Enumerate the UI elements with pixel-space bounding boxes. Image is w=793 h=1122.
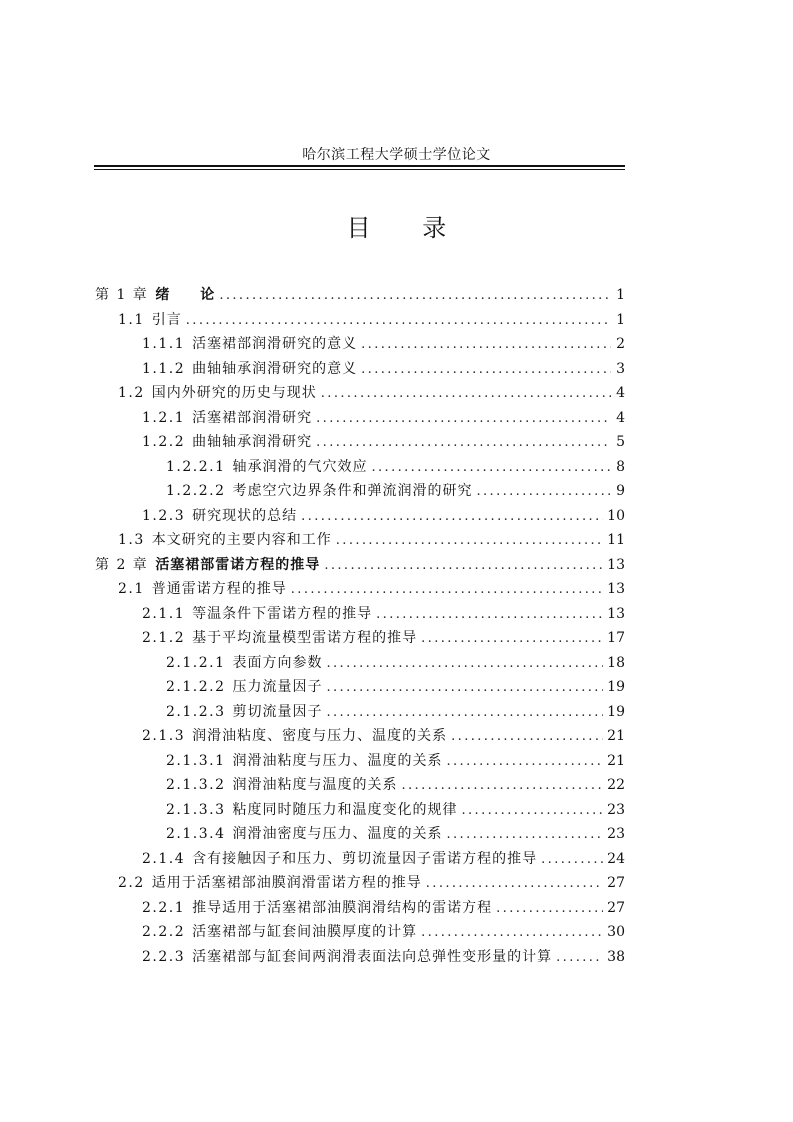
entry-title: 表面方向参数 bbox=[232, 654, 323, 671]
entry-title: 普通雷诺方程的推导 bbox=[151, 581, 287, 597]
entry-number: 第 2 章 bbox=[95, 556, 149, 573]
dot-leader bbox=[376, 603, 603, 627]
entry-title: 剪切流量因子 bbox=[232, 703, 323, 720]
toc-entry[interactable] bbox=[166, 700, 625, 724]
entry-title: 润滑油粘度与温度的关系 bbox=[232, 777, 398, 793]
entry-number: 1.1.1 bbox=[142, 336, 186, 352]
dot-leader bbox=[446, 750, 603, 774]
entry-title: 轴承润滑的气穴效应 bbox=[232, 458, 368, 475]
page-number: 38 bbox=[607, 948, 625, 965]
entry-title: 研究现状的总结 bbox=[192, 507, 298, 524]
dot-leader bbox=[326, 652, 603, 676]
page-number: 10 bbox=[607, 507, 625, 524]
entry-number: 2.2.1 bbox=[142, 899, 186, 916]
page-number: 30 bbox=[607, 924, 625, 940]
toc-entry[interactable] bbox=[166, 675, 625, 699]
dot-leader bbox=[451, 725, 603, 749]
toc-entry[interactable] bbox=[166, 773, 625, 797]
entry-number: 2.1 bbox=[118, 581, 145, 597]
entry-number: 1.2.3 bbox=[142, 507, 186, 524]
dot-leader bbox=[426, 872, 603, 896]
entry-title: 活塞裙部与缸套间两润滑表面法向总弹性变形量的计算 bbox=[192, 948, 553, 965]
dot-leader bbox=[316, 407, 611, 431]
page-number: 19 bbox=[607, 703, 625, 720]
entry-number: 2.2.3 bbox=[142, 948, 186, 965]
toc-entry[interactable] bbox=[95, 283, 625, 307]
entry-title: 润滑油粘度、密度与压力、温度的关系 bbox=[192, 728, 448, 744]
toc-entry[interactable] bbox=[142, 724, 625, 748]
dot-leader bbox=[421, 921, 603, 945]
entry-title: 压力流量因子 bbox=[232, 679, 323, 695]
entry-title: 活塞裙部润滑研究 bbox=[192, 409, 313, 426]
toc-entry[interactable] bbox=[95, 553, 625, 577]
toc-entry[interactable] bbox=[142, 602, 625, 626]
entry-title: 适用于活塞裙部油膜润滑雷诺方程的推导 bbox=[151, 875, 422, 891]
toc-entry[interactable] bbox=[142, 406, 625, 430]
entry-number: 2.1.1 bbox=[142, 605, 186, 622]
toc-entry[interactable] bbox=[166, 798, 625, 822]
toc-entry[interactable] bbox=[166, 651, 625, 675]
toc-title: 目 录 bbox=[346, 214, 469, 242]
toc-entry[interactable] bbox=[166, 479, 625, 503]
dot-leader bbox=[336, 529, 603, 553]
page-number: 24 bbox=[607, 850, 625, 867]
toc-entry[interactable] bbox=[142, 920, 625, 944]
dot-leader bbox=[496, 897, 603, 921]
entry-number: 2.1.2.1 bbox=[166, 654, 226, 671]
dot-leader bbox=[321, 382, 611, 406]
dot-leader bbox=[361, 333, 611, 357]
page-number: 27 bbox=[607, 875, 625, 891]
entry-title: 润滑油粘度与压力、温度的关系 bbox=[232, 752, 443, 769]
entry-number: 1.2.2.2 bbox=[166, 483, 226, 499]
entry-number: 2.2.2 bbox=[142, 924, 186, 940]
entry-number: 1.1.2 bbox=[142, 360, 186, 377]
page-number: 9 bbox=[616, 483, 625, 499]
toc-entry[interactable] bbox=[118, 381, 625, 405]
entry-number: 1.1 bbox=[118, 311, 145, 328]
dot-leader bbox=[326, 676, 603, 700]
entry-title: 国内外研究的历史与现状 bbox=[151, 385, 317, 401]
toc-entry[interactable] bbox=[142, 504, 625, 528]
toc-entry[interactable] bbox=[166, 822, 625, 846]
entry-number: 2.1.3.4 bbox=[166, 826, 226, 842]
toc-entry[interactable] bbox=[142, 430, 625, 454]
entry-number: 第 1 章 bbox=[95, 287, 149, 303]
entry-title: 粘度同时随压力和温度变化的规律 bbox=[232, 801, 458, 818]
entry-number: 2.1.2.2 bbox=[166, 679, 226, 695]
entry-title: 等温条件下雷诺方程的推导 bbox=[192, 605, 373, 622]
dot-leader bbox=[401, 774, 603, 798]
dot-leader bbox=[541, 848, 603, 872]
toc-entry[interactable] bbox=[118, 308, 625, 332]
running-header: 哈尔滨工程大学硕士学位论文 bbox=[302, 147, 491, 163]
toc-entry[interactable] bbox=[142, 626, 625, 650]
page-number: 17 bbox=[607, 630, 625, 646]
page-number: 21 bbox=[607, 752, 625, 769]
entry-title: 润滑油密度与压力、温度的关系 bbox=[232, 826, 443, 842]
header-rule-thin bbox=[94, 169, 625, 170]
entry-title: 活塞裙部与缸套间油膜厚度的计算 bbox=[192, 924, 418, 940]
dot-leader bbox=[556, 946, 603, 970]
entry-title: 基于平均流量模型雷诺方程的推导 bbox=[192, 630, 418, 646]
page-number: 21 bbox=[607, 728, 625, 744]
toc-entry[interactable] bbox=[118, 871, 625, 895]
entry-number: 2.1.3.3 bbox=[166, 801, 226, 818]
toc-entry[interactable] bbox=[142, 896, 625, 920]
entry-title: 曲轴轴承润滑研究 bbox=[192, 434, 313, 450]
toc-entry[interactable] bbox=[166, 749, 625, 773]
entry-number: 1.2 bbox=[118, 385, 145, 401]
entry-title: 本文研究的主要内容和工作 bbox=[151, 532, 332, 548]
entry-number: 2.1.2 bbox=[142, 630, 186, 646]
page-number: 18 bbox=[607, 654, 625, 671]
entry-number: 1.2.1 bbox=[142, 409, 186, 426]
toc-entry[interactable] bbox=[166, 455, 625, 479]
page-number: 27 bbox=[607, 899, 625, 916]
page-number: 4 bbox=[616, 409, 625, 426]
page-number: 19 bbox=[607, 679, 625, 695]
entry-title: 曲轴轴承润滑研究的意义 bbox=[192, 360, 358, 377]
entry-title: 推导适用于活塞裙部油膜润滑结构的雷诺方程 bbox=[192, 899, 493, 916]
dot-leader bbox=[446, 823, 603, 847]
dot-leader bbox=[361, 358, 611, 382]
header-rule-thick bbox=[94, 165, 625, 167]
dot-leader bbox=[421, 627, 603, 651]
page-number: 23 bbox=[607, 801, 625, 818]
toc-entry[interactable] bbox=[142, 357, 625, 381]
entry-number: 2.1.3 bbox=[142, 728, 186, 744]
entry-title: 活塞裙部润滑研究的意义 bbox=[192, 336, 358, 352]
page-number: 4 bbox=[616, 385, 625, 401]
page-number: 22 bbox=[607, 777, 625, 793]
entry-title: 含有接触因子和压力、剪切流量因子雷诺方程的推导 bbox=[192, 850, 538, 867]
toc-entry[interactable] bbox=[142, 945, 625, 969]
page-number: 13 bbox=[607, 605, 625, 622]
entry-title: 考虑空穴边界条件和弹流润滑的研究 bbox=[232, 483, 473, 499]
entry-number: 2.2 bbox=[118, 875, 145, 891]
page-number: 2 bbox=[616, 336, 625, 352]
toc-entry[interactable] bbox=[142, 332, 625, 356]
entry-number: 2.1.3.2 bbox=[166, 777, 226, 793]
page-number: 23 bbox=[607, 826, 625, 842]
entry-title: 活塞裙部雷诺方程的推导 bbox=[155, 556, 321, 573]
toc-entry[interactable] bbox=[118, 528, 625, 552]
dot-leader bbox=[371, 456, 611, 480]
entry-number: 1.2.2.1 bbox=[166, 458, 226, 475]
page-number: 3 bbox=[616, 360, 625, 377]
page-number: 13 bbox=[607, 556, 625, 573]
entry-title: 引言 bbox=[151, 311, 182, 328]
dot-leader bbox=[461, 799, 603, 823]
dot-leader bbox=[219, 284, 611, 308]
page-number: 8 bbox=[616, 458, 625, 475]
dot-leader bbox=[316, 431, 611, 455]
dot-leader bbox=[186, 309, 611, 333]
entry-number: 2.1.4 bbox=[142, 850, 186, 867]
page-number: 5 bbox=[616, 434, 625, 450]
page-number: 11 bbox=[607, 532, 625, 548]
entry-number: 1.3 bbox=[118, 532, 145, 548]
entry-number: 2.1.3.1 bbox=[166, 752, 226, 769]
entry-number: 2.1.2.3 bbox=[166, 703, 226, 720]
page-number: 1 bbox=[616, 287, 625, 303]
dot-leader bbox=[324, 554, 603, 578]
dot-leader bbox=[326, 701, 603, 725]
toc-entry[interactable] bbox=[142, 847, 625, 871]
entry-number: 1.2.2 bbox=[142, 434, 186, 450]
dot-leader bbox=[476, 480, 611, 504]
dot-leader bbox=[301, 505, 603, 529]
dot-leader bbox=[291, 578, 603, 602]
page-number: 1 bbox=[616, 311, 625, 328]
page-number: 13 bbox=[607, 581, 625, 597]
entry-title: 绪 论 bbox=[155, 287, 216, 303]
toc-entry[interactable] bbox=[118, 577, 625, 601]
